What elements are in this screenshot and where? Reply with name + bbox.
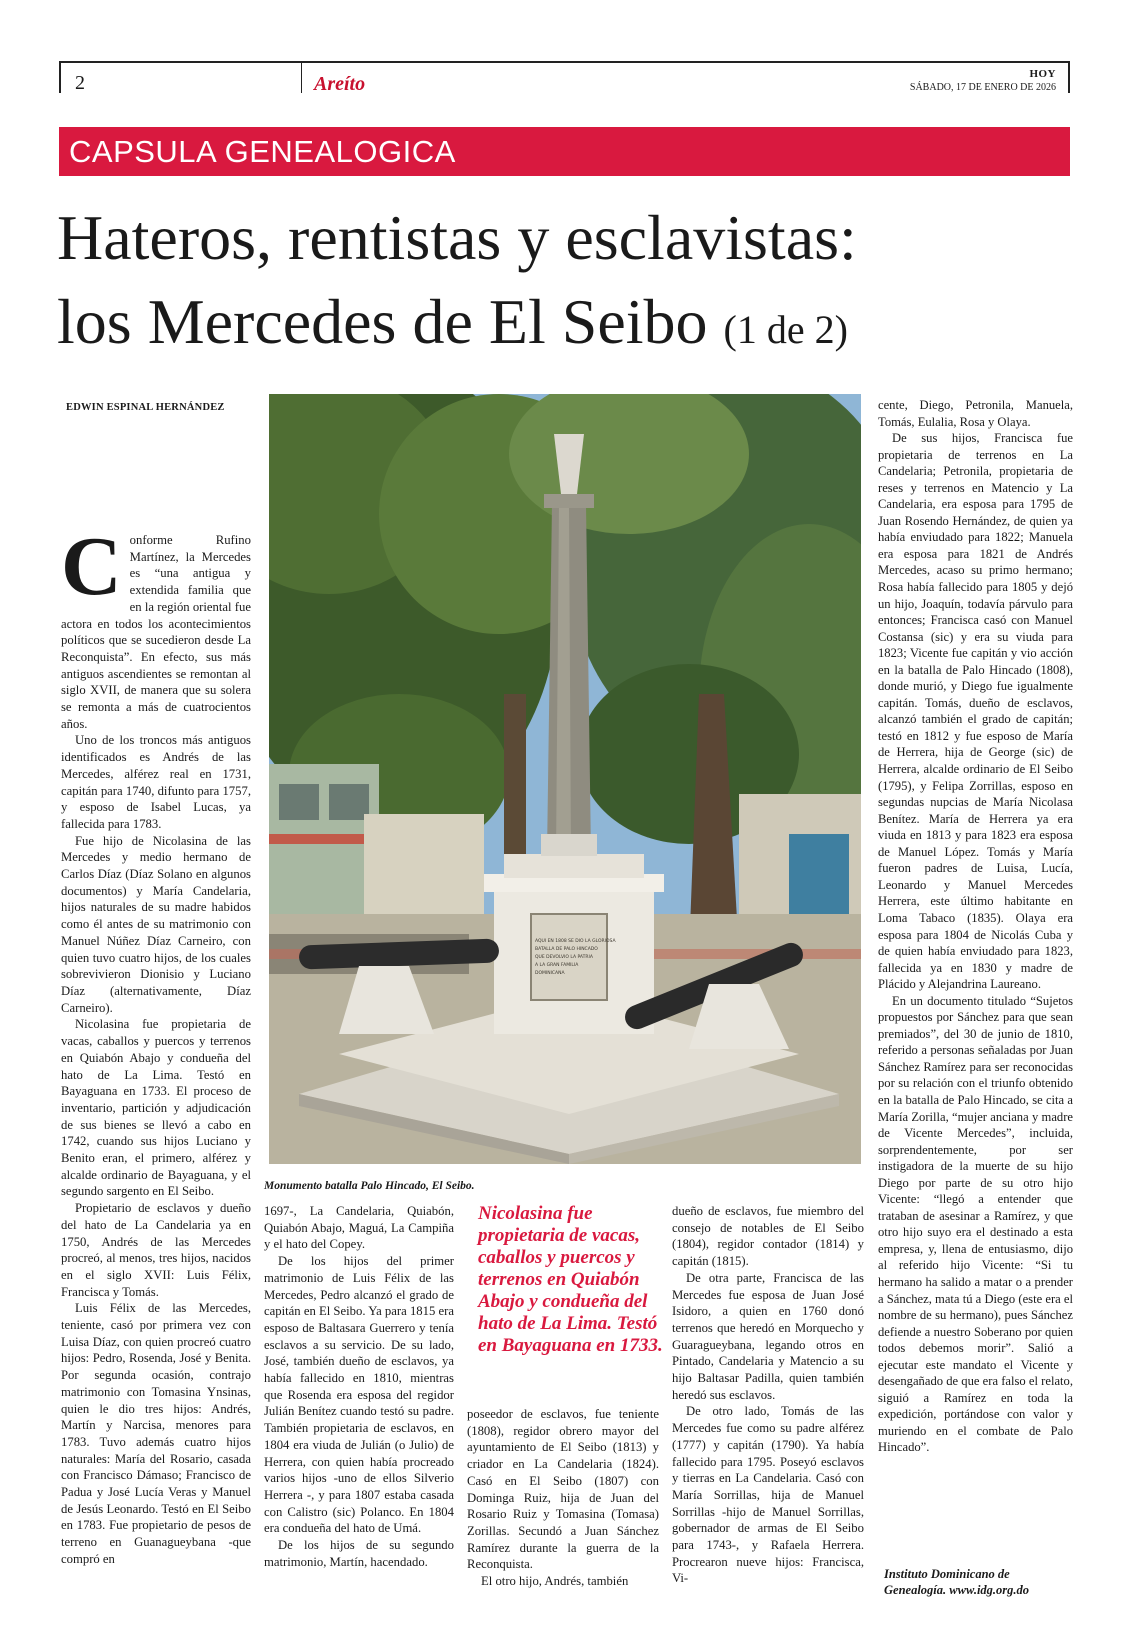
section-name: Areíto: [314, 73, 366, 95]
drop-cap: C: [61, 520, 122, 613]
plaque-line: A LA GRAN FAMILIA: [535, 963, 579, 968]
paragraph: dueño de esclavos, fue miembro del consejo de notables de El Seibo (1804), regidor contador (1814) y capitán (1815).: [672, 1204, 864, 1269]
paragraph: cente, Diego, Petronila, Manuela, Tomás, Eulalia, Rosa y Olaya.: [878, 398, 1073, 429]
paragraph: Nicolasina fue propietaria de vacas, caballos y puercos y terrenos en Quiabón Abajo y condueña del hato de La Lima. Testó en Bayaguana en 1733. El proceso de inventario, partición y adjudicación de sus bienes se llevó a cabo en 1742, cuando sus hijos Luciano y Benito eran, el primero, alférez y alcalde ordinario de Bayaguana, y el segundo sargento en El Seibo.: [61, 1017, 251, 1199]
paragraph: 1697-, La Candelaria, Quiabón, Quiabón Abajo, Maguá, La Campiña y el hato del Copey.: [264, 1204, 454, 1252]
headline: [57, 196, 1077, 372]
newspaper-name: HOY: [1029, 68, 1056, 80]
plaque-line: BATALLA DE PALO HINCADO: [535, 947, 598, 952]
paragraph: Luis Félix de las Mercedes, teniente, casó por primera vez con Luisa Díaz, con quien procreó cuatro hijos: Pedro, Rosenda, José y Benita. Por segunda ocasión, contrajo matrimonio con Tomasina Ynsinas, quien le dio tres hijos: Andrés, Martín y Narcisa, menores para 1783. Tuvo además cuatro hijos naturales: María del Rosario, casada con Francisco Dámaso; Francisco de Padua y José Lucía Veras y Manuel de Jesús Leonardo. Testó en El Seibo en 1783. Fue propietario de pesos de terreno en Guanagueybana -que compró en: [61, 1301, 251, 1566]
credit-line-1: Instituto Dominicano de: [884, 1567, 1010, 1581]
paragraph: De otro lado, Tomás de las Mercedes fue como su padre alférez (1777) y capitán (1790). Ya había fallecido para 1795. Poseyó esclavos y tierras en La Candelaria. Casó con María Sorrillas, hija de Manuel Sorrillas -hijo de Manuel Sorrillas, gobernador de armas de El Seibo para 1743-, y Rafaela Herrera. Procrearon nueve hijos: Francisca, Vi-: [672, 1404, 864, 1586]
monument-photo: [269, 394, 861, 1164]
paragraph: Fue hijo de Nicolasina de las Mercedes y medio hermano de Carlos Díaz (Díaz Solano en algunos documentos) y María Candelaria, hijos naturales de su madre habidos como él antes de su matrimonio con Manuel Núñez Díaz Carneiro, con quien tuvo cuatro hijos, de los cuales sobrevivieron Dionisio y Luciano Díaz (alternativamente, Díaz Carneiro).: [61, 833, 251, 1015]
paragraph: De otra parte, Francisca de las Mercedes fue esposa de Juan José Isidoro, a quien en 1760 donó terrenos que heredó en Morquecho y Guaragueybana, legando otros en Pintado, Candelaria y Matencio a su hijo Baltasar Padilla, quien también heredó sus esclavos.: [672, 1270, 864, 1402]
plaque-line: AQUI EN 1808 SE DIO LA GLORIOSA: [535, 939, 616, 944]
paragraph: Propietario de esclavos y dueño del hato de La Candelaria ya en 1750, Andrés de las Mercedes procreó, al menos, tres hijos, nacidos en el siglo XVII: Luis Félix, Francisca y Tomás.: [61, 1201, 251, 1299]
byline: EDWIN ESPINAL HERNÁNDEZ: [66, 402, 225, 413]
headline-part: (1 de 2): [723, 307, 848, 352]
headline-line-1: Hateros, rentistas y esclavistas:: [57, 202, 857, 273]
paragraph: De sus hijos, Francisca fue propietaria de terrenos en La Candelaria; Petronila, propietaria de reses y terrenos en Matencio y La Candelaria, era esposa para 1795 de Juan Rosendo Hernández, de quien ya había enviudado para 1822; Manuela era esposa para 1821 de Andrés Mercedes, acaso su primo hermano; Rosa había fallecido para 1805 y dejó un hijo, Joaquín, todavía párvulo para entonces; Francisca casó con Manuel Costansa (sic) y era su viuda para 1823; Vicente fue capitán y vio acción en la batalla de Palo Hincado (1808), donde murió, y Diego fue igualmente capitán. Tomás, dueño de esclavos, alcanzó también el grado de capitán; testó en 1812 y fue esposo de María de Herrera, hija de George (sic) de Herrera, alcalde ordinario de El Seibo (1795), y Felipa Zorrillas, esposo en segundas nupcias de María Nicolasa Benítez. María de Herrera ya era viuda en 1813 y para 1823 era esposa de Manuel López. Tomás y María fueron padres de Luisa, Lucía, Leonardo y Manuel Mercedes Herrera, este último habitante en Loma Tabaco (1835). Olaya era esposa para 1804 de Nicolás Cuba y de quien había enviudado para 1823, fallecida ya en 1830 y madre de Plácido y Alejandrina Laureano.: [878, 431, 1073, 992]
credit-line-2: Genealogía. www.idg.org.do: [884, 1583, 1030, 1597]
page-number: 2: [75, 72, 85, 94]
plaque-line: QUE DEVOLVIO LA PATRIA: [535, 955, 593, 960]
source-credit: [884, 1566, 1074, 1598]
paragraph: poseedor de esclavos, fue teniente (1808), regidor obrero mayor del ayuntamiento de El Seibo (1813) y criador en La Candelaria (1824). Casó en El Seibo (1807) con Dominga Ruiz, hija de Juan del Rosario Ruiz y Tomasina (Tomasa) Zorillas. Secundó a Juan Sánchez Ramírez durante la guerra de la Reconquista.: [467, 1407, 659, 1572]
headline-line-2: los Mercedes de El Seibo: [57, 286, 708, 357]
article-column-5: [878, 397, 1073, 1456]
article-column-4: [672, 1203, 864, 1587]
paragraph: Conforme Rufino Martínez, la Mercedes es “una antigua y extendida familia que en la región oriental fue actora en todos los acontecimientos políticos que se sucedieron desde La Reconquista”. En efecto, sus más antiguos ascendientes se remontan al siglo XVII, de manera que su solera se remonta a más de cuatrocientos años.: [61, 520, 251, 731]
photo-caption: Monumento batalla Palo Hincado, El Seibo.: [264, 1180, 475, 1192]
paragraph: Uno de los troncos más antiguos identificados es Andrés de las Mercedes, alférez real en 1731, capitán para 1740, difunto para 1757, y esposo de Isabel Lucas, ya fallecida para 1783.: [61, 733, 251, 831]
paragraph: El otro hijo, Andrés, también: [481, 1574, 629, 1589]
header-middle-rule: [301, 63, 302, 93]
paragraph: En un documento titulado “Sujetos propuestos por Sánchez para que sean premiados”, del 30 de junio de 1810, referido a personas señaladas por Juan Sánchez Ramírez para ser reconocidas por su relación con el triunfo obtenido en la batalla de Palo Hincado, se cita a María Zorilla, “mujer anciana y madre de Vicente Mercedes”, incluida, sorprendentemente, por ser instigadora de la muerte de su hijo Diego por parte de su otro hijo Vicente: “llegó a entender que trataban de asesinar a Ramírez, y que otro hijo suyo era el destinado a esta empresa, y, llena de entusiasmo, dijo al referido hijo Vicente: “Si tu hermano ha salido a matar o a prender a Sánchez, mata tú a Diego (este era el nombre de su hermano), pues Sánchez defiende a nuestro Soberano por quien todos debemos morir”. Salió a ejecutar este mandato el Vicente y desengañado de que era falso el relato, siguió a Ramírez en toda la expedición, portándose con valor y muriendo en el combate de Palo Hincado”.: [878, 993, 1073, 1455]
article-column-2: [264, 1203, 454, 1570]
header-left-rule: [59, 63, 61, 93]
plaque-line: DOMINICANA: [535, 971, 565, 976]
paragraph: De los hijos de su segundo matrimonio, Martín, hacendado.: [264, 1538, 454, 1569]
header-right-rule: [1068, 63, 1070, 93]
section-banner-text: CAPSULA GENEALOGICA: [69, 134, 456, 169]
article-column-1: [61, 520, 251, 1568]
header-top-rule: [59, 61, 1070, 63]
article-column-3: [467, 1406, 659, 1590]
issue-date: SÁBADO, 17 DE ENERO DE 2026: [909, 82, 1056, 93]
paragraph: De los hijos del primer matrimonio de Luis Félix de las Mercedes, Pedro alcanzó el grado de capitán en El Seibo. Ya para 1815 era esposo de Baltasara Guerrero y tenía esclavos a su servicio. De su lado, José, también dueño de esclavos, ya había fallecido en 1810, mientras que Rosenda era esposa del regidor Julián Benítez cuando testó su padre. También propietaria de esclavos, en 1804 era viuda de Julián (o Julio) de Herrera, con quien había procreado varios hijos -uno de ellos Silverio Herrera -, y para 1807 estaba casada con Calistro (sic) Polanco. En 1804 era condueña del hato de Umá.: [264, 1254, 454, 1536]
pull-quote: Nicolasina fue propietaria de vacas, caballos y puercos y terrenos en Quiabón Abajo y condueña del hato de La Lima. Testó en Bayaguana en 1733.: [478, 1203, 663, 1356]
